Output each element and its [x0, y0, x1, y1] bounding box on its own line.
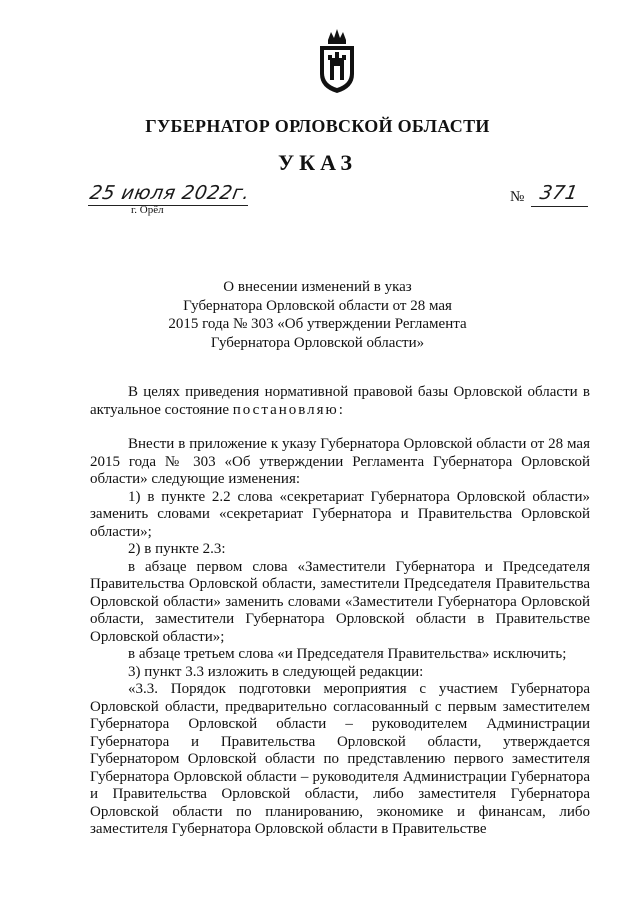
intro-paragraph: Внести в приложение к указу Губернатора Орловской области от 28 мая 2015 года № 303 «Об утверждении Регламента Губернатора Орловской области» следующие изменения:	[90, 436, 590, 487]
coat-of-arms-icon	[316, 26, 358, 94]
date-underline	[88, 205, 248, 206]
number-underline	[531, 206, 588, 207]
decree-subject	[150, 278, 485, 352]
handwritten-date: 25 июля 2022г.	[88, 182, 252, 204]
handwritten-number: 371	[538, 182, 580, 204]
subject-line: Губернатора Орловской области от 28 мая	[183, 297, 452, 314]
item-3-text-paragraph: «3.3. Порядок подготовки мероприятия с участием Губернатора Орловской области, предварительно согласованный с первым заместителем Губернатора Орловской области – руководителем Администрации Губернатора и Правительства Орловской области, утверждается Губернатором Орловской области по представлению первого заместителя Губернатора Орловской области – руководителя Администрации Губернатора и Правительства Орловской области, либо заместителя Губернатора Орловской области по планированию, экономике и финансам, либо заместителя Губернатора Орловской области в Правительстве	[90, 681, 590, 837]
preamble-text: В целях приведения нормативной правовой базы Орловской области в актуальное состояние	[90, 384, 590, 418]
item-2a-paragraph: в абзаце первом слова «Заместители Губернатора и Председателя Правительства Орловской области, заместители Председателя Правительства Орловской области» заменить словами «Заместители Губернатора Орловской области, заместители Губернатора Орловской области в Правительстве Орловской области»;	[90, 558, 590, 645]
item-2b-paragraph: в абзаце третьем слова «и Председателя Правительства» исключить;	[128, 646, 567, 662]
subject-line: Губернатора Орловской области»	[210, 334, 425, 351]
decree-body	[90, 384, 590, 839]
preamble-keyword: постановляю:	[232, 401, 345, 418]
issuer-title: ГУБЕРНАТОР ОРЛОВСКОЙ ОБЛАСТИ	[145, 116, 490, 136]
subject-line: О внесении изменений в указ	[223, 279, 412, 295]
item-1-paragraph: 1) в пункте 2.2 слова «секретариат Губернатора Орловской области» заменить словами «секретариат Губернатора и Правительства Орловской области»;	[90, 488, 590, 540]
preamble-paragraph	[90, 384, 590, 419]
item-3-paragraph: 3) пункт 3.3 изложить в следующей редакции:	[128, 663, 424, 680]
city-label: г. Орёл	[131, 204, 164, 216]
document-type-title: УКАЗ	[277, 150, 358, 175]
item-2-paragraph: 2) в пункте 2.3:	[128, 541, 226, 557]
subject-line: 2015 года № 303 «Об утверждении Регламента	[168, 316, 467, 332]
number-label: №	[510, 189, 525, 205]
